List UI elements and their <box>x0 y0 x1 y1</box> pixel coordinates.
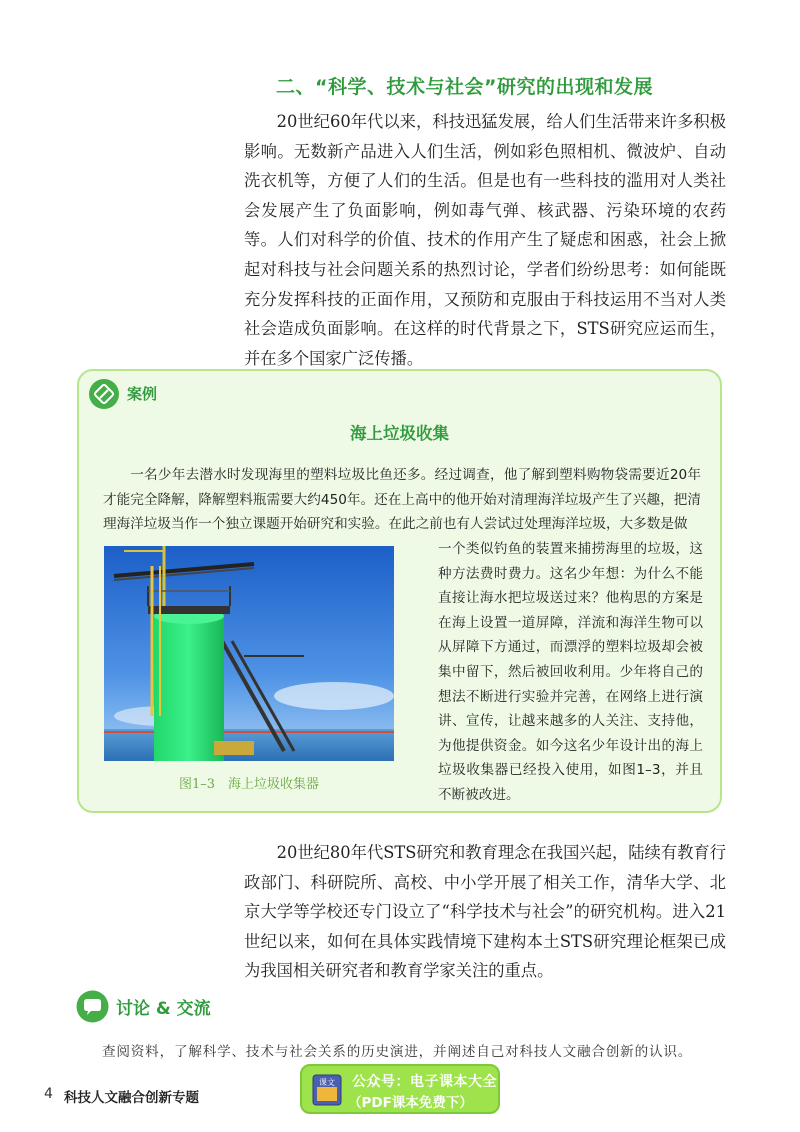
watermark-line1: 公众号：电子课本大全 <box>352 1074 497 1090</box>
book-title: 科技人文融合创新专题 <box>64 1090 199 1106</box>
watermark-line2: （PDF课本免费下） <box>348 1095 473 1111</box>
case-text-top: 一名少年去潜水时发现海里的塑料垃圾比鱼还多。经过调查，他了解到塑料购物袋需要近20年才能完全降解，降解塑料瓶需要大约450年。还在上高中的他开始对清理海洋垃圾产生了兴趣，把清理海洋垃圾当作一个独立课题开始研究和实验。在此之前也有人尝试过处理海洋垃圾，大多数是做 <box>103 467 701 532</box>
watermark-banner <box>300 1064 500 1114</box>
case-label: 案例 <box>127 385 158 403</box>
ocean-cleanup-photo <box>104 546 394 761</box>
section-title: 二、“科学、技术与社会”研究的出现和发展 <box>276 76 653 98</box>
case-text-side: 一个类似钓鱼的装置来捕捞海里的垃圾，这种方法费时费力。这名少年想：为什么不能直接让海水把垃圾送过来？他构思的方案是在海上设置一道屏障，洋流和海洋生物可以从屏障下方通过，而漂浮的塑料垃圾却会被集中留下，然后被回收利用。少年将自己的想法不断进行实验并完善，在网络上进行演讲、宣传，让越来越多的人关注、支持他，为他提供资金。如今这名少年设计出的海上垃圾收集器已经投入使用，如图1–3，并且不断被改进。 <box>438 541 703 803</box>
body-paragraph-2: 20世纪80年代STS研究和教育理念在我国兴起，陆续有教育行政部门、科研院所、高校、中小学开展了相关工作，清华大学、北京大学等学校还专门设立了“科学技术与社会”的研究机构。进入21世纪以来，如何在具体实践情境下建构本土STS研究理论框架已成为我国相关研究者和教育学家关注的重点。 <box>244 843 726 981</box>
case-title: 海上垃圾收集 <box>350 424 449 443</box>
discussion-text: 查阅资料，了解科学、技术与社会关系的历史演进，并阐述自己对科技人文融合创新的认识。 <box>102 1044 693 1060</box>
case-box <box>77 369 722 813</box>
textbook-logo-icon <box>312 1074 342 1106</box>
figure-caption: 图1–3 海上垃圾收集器 <box>179 777 320 792</box>
body-paragraph-1: 20世纪60年代以来，科技迅猛发展，给人们生活带来许多积极影响。无数新产品进入人们生活，例如彩色照相机、微波炉、自动洗衣机等，方便了人们的生活。但是也有一些科技的滥用对人类社会发展产生了负面影响，例如毒气弹、核武器、污染环境的农药等。人们对科学的价值、技术的作用产生了疑虑和困惑，社会上掀起对科技与社会问题关系的热烈讨论，学者们纷纷思考：如何能既充分发挥科技的正面作用，又预防和克服由于科技运用不当对人类社会造成负面影响。在这样的时代背景之下，STS研究应运而生，并在多个国家广泛传播。 <box>244 112 726 368</box>
discussion-title: 讨论 & 交流 <box>116 999 211 1019</box>
page-number: 4 <box>44 1086 53 1102</box>
logo-text: 课文 <box>319 1078 335 1087</box>
chat-bubble-icon <box>76 990 109 1023</box>
case-pencil-icon <box>89 379 119 409</box>
